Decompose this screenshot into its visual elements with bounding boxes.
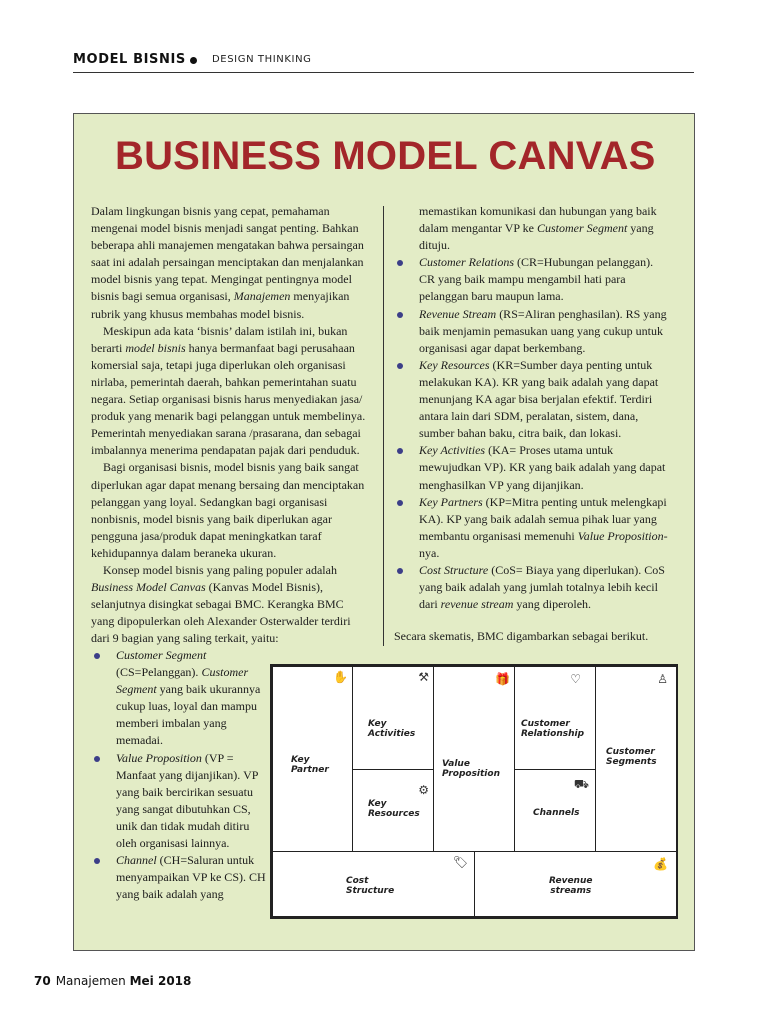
bmc-label-key-activities: Key Activities [368, 719, 416, 739]
person-with-tools-icon: ⚙ [418, 783, 429, 797]
bmc-label-customer-segments: Customer Segments [606, 747, 657, 767]
header-subsection: DESIGN THINKING [212, 54, 312, 65]
article-panel [73, 113, 695, 951]
list-item: Value Proposition (VP = Manfaat yang dijanjikan). VP yang baik bercirikan sesuatu yang sangat dibutuhkan CS, unik dan tidak mudah ditiru oleh organisasi lainnya. [91, 750, 269, 853]
bmc-cell-value-proposition [433, 666, 515, 852]
header-bullet [190, 57, 197, 64]
list-item: Key Activities (KA= Proses utama untuk mewujudkan VP). KR yang baik adalah yang dapat menghasilkan VP yang dijanjikan. [394, 442, 672, 493]
money-bag-icon: 💰 [653, 857, 668, 871]
article-title: BUSINESS MODEL CANVAS [115, 134, 656, 178]
bmc-cell-key-partner [272, 666, 353, 852]
handshake-icon: ✋ [333, 670, 348, 684]
paragraph-1: Dalam lingkungan bisnis yang cepat, pemahaman mengenai model bisnis menjadi sangat penting. Bahkan beberapa ahli manajemen mengatakan bahwa persaingan saat ini adalah persaingan menciptakan dan menjalankan model bisnis yang tepat. Mengingat pentingnya model bisnis bagi semua organisasi, Manajemen menyajikan rubrik yang khusus membahas model bisnis. [91, 204, 364, 321]
person-icon: ♙ [657, 672, 668, 686]
bmc-cell-channels [514, 769, 596, 852]
bmc-cell-key-activities [352, 666, 434, 770]
page-footer [34, 974, 191, 988]
list-item: Key Resources (KR=Sumber daya penting untuk melakukan KA). KR yang baik adalah yang dapat menunjang KA agar bisa berjalan efektif. Terdiri antara lain dari SDM, peralatan, sistem, dana, sumber bahan baku, citra baik, dan lokasi. [394, 357, 672, 442]
list-item: Customer Segment (CS=Pelanggan). Customer Segment yang baik ukurannya cukup luas, loyal dan mampu memberi imbalan yang memadai. [91, 647, 269, 750]
bmc-label-cost-structure: Cost Structure [346, 876, 395, 896]
person-working-icon: ⚒ [418, 670, 429, 684]
bmc-cell-revenue-streams [474, 851, 677, 917]
bmc-label-key-partner: Key Partner [291, 755, 329, 775]
bmc-label-value-proposition: Value Proposition [442, 759, 500, 779]
magazine-name: Manajemen [55, 974, 126, 988]
left-column [91, 203, 367, 647]
paragraph-2: Meskipun ada kata ‘bisnis’ dalam istilah ini, bukan berarti model bisnis hanya bermanfaat bagi perusahaan komersial saja, tetapi juga diperlukan oleh organisasi nirlaba, pemerintah daerah, bahkan pemerintahan suatu negara. Setiap organisasi bisnis harus menyediakan jasa/ produk yang menarik bagi pelanggan untuk membelinya. Pemerintah menyediakan sarana /prasarana, dan sebagai imbalannya menerima pendapatan pajak dari penduduk. [91, 323, 366, 458]
price-tag-icon: 🏷 [452, 855, 468, 869]
gift-icon: 🎁 [495, 672, 510, 686]
heart-icon: ♡ [570, 672, 581, 686]
running-header [73, 51, 694, 73]
bmc-label-revenue-streams: Revenue streams [549, 876, 593, 896]
bmc-label-channels: Channels [533, 808, 580, 818]
column-divider [383, 206, 384, 646]
list-item: Channel (CH=Saluran untuk menyampaikan VP ke CS). CH yang baik adalah yang [91, 852, 269, 903]
header-section: MODEL BISNIS [73, 52, 186, 67]
list-item: Key Partners (KP=Mitra penting untuk melengkapi KA). KP yang baik adalah semua pihak luar yang membantu organisasi memenuhi Value Proposition-nya. [394, 494, 672, 562]
paragraph-4: Konsep model bisnis yang paling populer adalah Business Model Canvas (Kanvas Model Bisnis), selanjutnya disingkat sebagai BMC. Kerangka BMC yang dipopulerkan oleh Alexander Osterwalder terdiri dari 9 bagian yang saling terkait, yaitu: [91, 562, 351, 646]
bmc-cell-key-resources [352, 769, 434, 852]
bmc-cell-customer-relationship [514, 666, 596, 770]
bmc-label-customer-relationship: Customer Relationship [521, 719, 585, 739]
list-item: Cost Structure (CoS= Biaya yang diperlukan). CoS yang baik adalah yang jumlah totalnya lebih kecil dari revenue stream yang diperoleh. [394, 562, 672, 613]
bmc-cell-cost-structure [272, 851, 475, 917]
left-bullet-list [91, 647, 269, 903]
bmc-label-key-resources: Key Resources [368, 799, 420, 819]
right-bullet-list [394, 254, 672, 613]
list-item: Customer Relations (CR=Hubungan pelanggan). CR yang baik mampu mengambil hati para pelanggan baru maupun lama. [394, 254, 672, 305]
paragraph-3: Bagi organisasi bisnis, model bisnis yang baik sangat diperlukan agar dapat menang bersaing dan menciptakan pelanggan yang loyal. Sedangkan bagi organisasi nonbisnis, model bisnis yang baik diperlukan agar pengguna jasa/produk dapat meningkatkan taraf kehidupannya dalam beraneka ukuran. [91, 460, 365, 560]
issue-date: Mei 2018 [129, 974, 192, 988]
right-column [394, 203, 672, 613]
bmc-cell-customer-segments [595, 666, 677, 852]
list-item: Revenue Stream (RS=Aliran penghasilan). RS yang baik menjamin pemasukan uang yang cukup untuk organisasi agar dapat berkembang. [394, 306, 672, 357]
page-number: 70 [34, 974, 51, 988]
bullet-continuation: memastikan komunikasi dan hubungan yang baik dalam mengantar VP ke Customer Segment yang dituju. [419, 204, 657, 253]
truck-icon: ⛟ [573, 777, 589, 791]
bmc-caption: Secara skematis, BMC digambarkan sebagai berikut. [394, 629, 649, 643]
business-model-canvas-diagram [270, 664, 678, 919]
